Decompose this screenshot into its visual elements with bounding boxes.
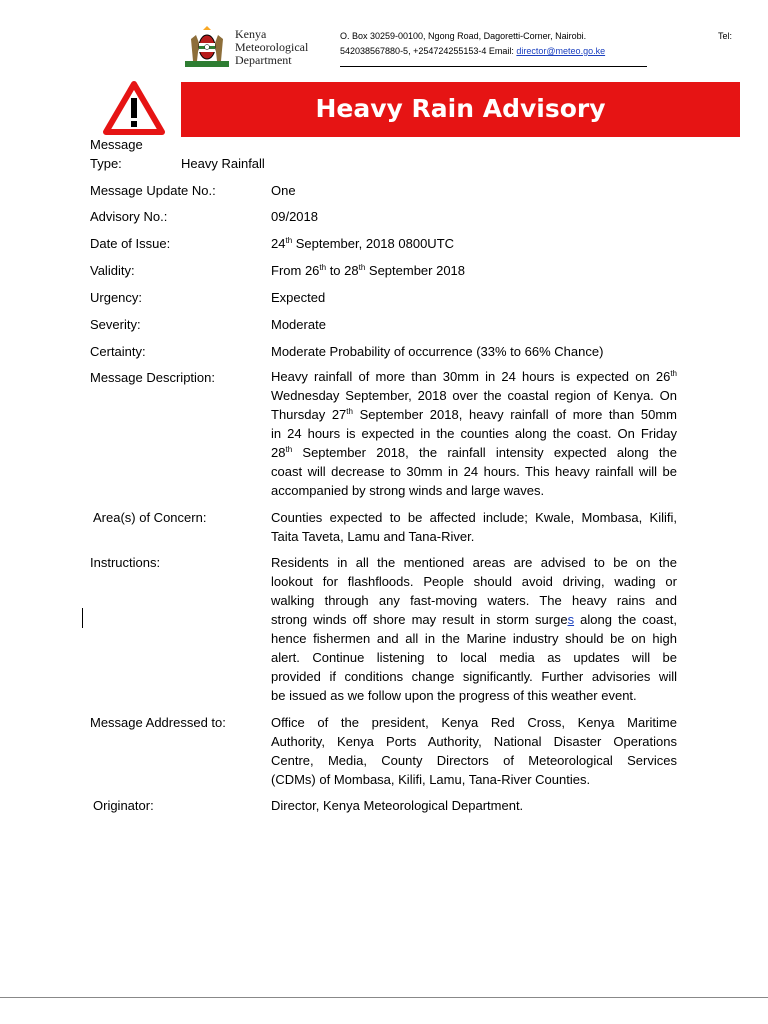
warning-icon — [102, 80, 166, 136]
date-label: Date of Issue: — [90, 236, 171, 251]
department-name — [235, 28, 308, 67]
urgency-label: Urgency: — [90, 290, 143, 305]
addressed-line: (CDMs) of Mombasa, Kilifi, Lamu, Tana-River Counties. — [271, 772, 591, 787]
date-day: 24 — [271, 236, 286, 251]
originator-label: Originator: — [93, 798, 154, 813]
addressed-line: Centre, Media, County Directors of Meteorological Services — [271, 753, 677, 768]
address-line-2 — [340, 46, 605, 56]
certainty-value: Moderate Probability of occurrence (33% to 66% Chance) — [271, 344, 604, 359]
instructions-l4a: strong winds off shore may result in storm surge — [271, 612, 568, 627]
addressed-line: Authority, Kenya Ports Authority, National Disaster Operations — [271, 734, 677, 749]
description-line: in 24 hours is expected in the counties along the coast. On Friday — [271, 426, 677, 441]
description-line: accompanied by strong winds and large waves. — [271, 483, 545, 498]
advisory-banner — [181, 82, 740, 137]
addressed-line: Office of the president, Kenya Red Cross, Kenya Maritime — [271, 715, 677, 730]
instructions-line: Residents in all the mentioned areas are advised to be on the — [271, 555, 677, 570]
coat-of-arms-logo — [183, 25, 231, 69]
areas-line: Taita Taveta, Lamu and Tana-River. — [271, 529, 475, 544]
description-l5b: September 2018, the rainfall intensity expected along the — [292, 445, 677, 460]
message-type-value: Heavy Rainfall — [181, 156, 265, 171]
instructions-line: walking through any fast-moving waters. The heavy rains and — [271, 593, 677, 608]
validity-c: September 2018 — [365, 263, 466, 278]
instructions-line: lookout for flashfloods. People should avoid driving, wading or — [271, 574, 677, 589]
originator-value: Director, Kenya Meteorological Department. — [271, 798, 524, 813]
advisory-value: 09/2018 — [271, 209, 318, 224]
description-l3-sup: th — [346, 407, 353, 416]
update-label: Message Update No.: — [90, 183, 216, 198]
instructions-text — [271, 553, 677, 705]
description-text — [271, 367, 677, 500]
validity-sup-2: th — [358, 263, 366, 272]
message-type-label-1: Message — [90, 137, 143, 152]
date-value — [271, 236, 454, 251]
description-label: Message Description: — [90, 370, 215, 385]
instructions-l4b: along the coast, — [574, 612, 677, 627]
address-line-1: O. Box 30259-00100, Ngong Road, Dagoretti-Corner, Nairobi. — [340, 31, 587, 41]
urgency-value: Expected — [271, 290, 326, 305]
instructions-line: provided if conditions change significantly. Further advisories will — [271, 669, 677, 684]
description-l3a: Thursday 27 — [271, 407, 347, 422]
description-line: Wednesday September, 2018 over the coastal region of Kenya. On — [271, 388, 677, 403]
date-rest: September, 2018 0800UTC — [292, 236, 455, 251]
update-value: One — [271, 183, 296, 198]
advisory-label: Advisory No.: — [90, 209, 168, 224]
description-l5-sup: th — [285, 445, 293, 454]
description-line — [271, 367, 677, 386]
validity-label: Validity: — [90, 263, 135, 278]
message-type-label-2: Type: — [90, 156, 122, 171]
areas-label: Area(s) of Concern: — [93, 510, 207, 525]
severity-value: Moderate — [271, 317, 326, 332]
description-line: coast will decrease to 30mm in 24 hours. This heavy rainfall will be — [271, 464, 677, 479]
header-divider — [340, 66, 647, 67]
description-l3b: September 2018, heavy rainfall of more than 50mm — [352, 407, 677, 422]
instructions-line: alert. Continue listening to local media as updates will be — [271, 650, 677, 665]
addressed-text — [271, 713, 677, 789]
dept-line-2: Meteorological — [235, 40, 309, 54]
validity-a: From 26 — [271, 263, 320, 278]
areas-line: Counties expected to be affected include; Kwale, Mombasa, Kilifi, — [271, 510, 677, 525]
description-line — [271, 405, 677, 424]
instructions-l4-underlined: s — [567, 612, 575, 627]
severity-label: Severity: — [90, 317, 141, 332]
text-cursor — [82, 608, 83, 628]
page-bottom-divider — [0, 997, 768, 998]
instructions-line — [271, 610, 677, 629]
email-link[interactable]: director@meteo.go.ke — [516, 46, 606, 56]
description-line — [271, 443, 677, 462]
description-l1-sup: th — [670, 369, 677, 378]
instructions-label: Instructions: — [90, 555, 161, 570]
description-l1a: Heavy rainfall of more than 30mm in 24 hours is expected on 26 — [271, 369, 671, 384]
banner-title: Heavy Rain Advisory — [315, 94, 606, 123]
addressed-label: Message Addressed to: — [90, 715, 226, 730]
validity-sup-1: th — [319, 263, 327, 272]
description-l5a: 28 — [271, 445, 286, 460]
instructions-line: be issued as we follow upon the progress of this weather event. — [271, 688, 637, 703]
areas-text — [271, 508, 677, 546]
validity-value — [271, 263, 465, 278]
certainty-label: Certainty: — [90, 344, 146, 359]
instructions-line: hence fishermen and all in the Marine industry should be on high — [271, 631, 677, 646]
tel-label: Tel: — [718, 31, 733, 41]
address-line-2-text: 542038567880-5, +254724255153-4 Email: — [340, 46, 517, 56]
dept-line-3: Department — [235, 53, 292, 67]
validity-b: to 28 — [326, 263, 359, 278]
dept-line-1: Kenya — [235, 27, 267, 41]
date-suffix: th — [285, 236, 293, 245]
